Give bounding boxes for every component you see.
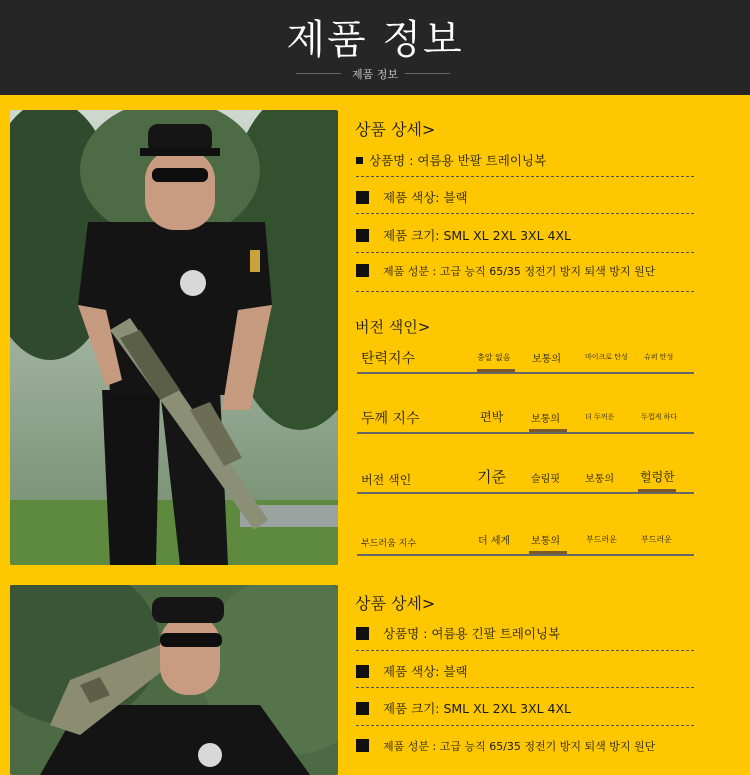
index-option: 마이크로 탄성 [585,353,628,361]
bullet-icon [356,191,369,204]
index-label: 탄력지수 [361,351,416,367]
bullet-icon [356,665,369,678]
spec-row-size: 제품 크기: SML XL 2XL 3XL 4XL [356,699,694,717]
index-option: 보통의 [585,474,614,485]
divider [356,650,694,651]
index-option: 보통의 [531,536,560,547]
bullet-icon [356,157,363,164]
divider [356,176,694,177]
index-track [357,432,694,434]
spec-row-color: 제품 색상: 블랙 [356,662,694,680]
index-option: 편박 [480,410,504,424]
index-label: 버전 색인 [361,473,412,487]
bullet-icon [356,739,369,752]
product-photo-1 [10,110,338,565]
index-option: 더 두꺼운 [585,413,615,421]
section-title: 상품 상세> [355,594,436,613]
index-track [357,554,694,556]
index-label: 두께 지수 [361,411,420,427]
divider [356,687,694,688]
divider [405,73,450,74]
page-subtitle: 제품 정보 [351,68,398,81]
index-option: 보통의 [531,414,560,425]
spec-row-material: 제품 성분 : 고급 능직 65/35 정전기 방지 퇴색 방지 원단 [356,738,694,754]
bullet-icon [356,264,369,277]
page-header [0,0,750,95]
bullet-icon [356,702,369,715]
divider [356,291,694,292]
index-option: 더 세게 [478,536,511,547]
index-row-softness [357,528,694,556]
index-track [357,492,694,494]
index-option: 슬림핏 [531,474,560,485]
index-option: 부드러운 [641,535,672,544]
divider [356,725,694,726]
spec-row-material: 제품 성분 : 고급 능직 65/35 정전기 방지 퇴색 방지 원단 [356,263,694,279]
divider [356,252,694,253]
index-row-fit [357,466,694,494]
index-row-elasticity [357,346,694,374]
index-option: 기준 [477,468,506,486]
spec-row-color: 제품 색상: 블랙 [356,188,694,206]
index-option: 충알 없음 [477,353,511,362]
index-title: 버전 색인> [355,318,431,336]
index-option: 슈퍼 탄성 [644,353,674,361]
index-label: 부드러움 지수 [361,539,417,549]
index-track [357,372,694,374]
spec-row-name: 상품명 : 여름용 긴팔 트레이닝복 [356,624,694,642]
section-title: 상품 상세> [355,120,436,139]
page-title: 제품 정보 [286,17,464,63]
index-option: 두껍게 하다 [641,413,678,421]
bullet-icon [356,229,369,242]
index-row-thickness [357,406,694,434]
product-photo-2 [10,585,338,775]
bullet-icon [356,627,369,640]
divider [356,213,694,214]
spec-row-name: 상품명 : 여름용 반팔 트레이닝복 [356,151,694,169]
index-option: 보통의 [532,354,561,365]
index-option: 부드러운 [586,535,617,544]
index-option: 헐렁한 [640,470,675,484]
spec-row-size: 제품 크기: SML XL 2XL 3XL 4XL [356,226,694,244]
